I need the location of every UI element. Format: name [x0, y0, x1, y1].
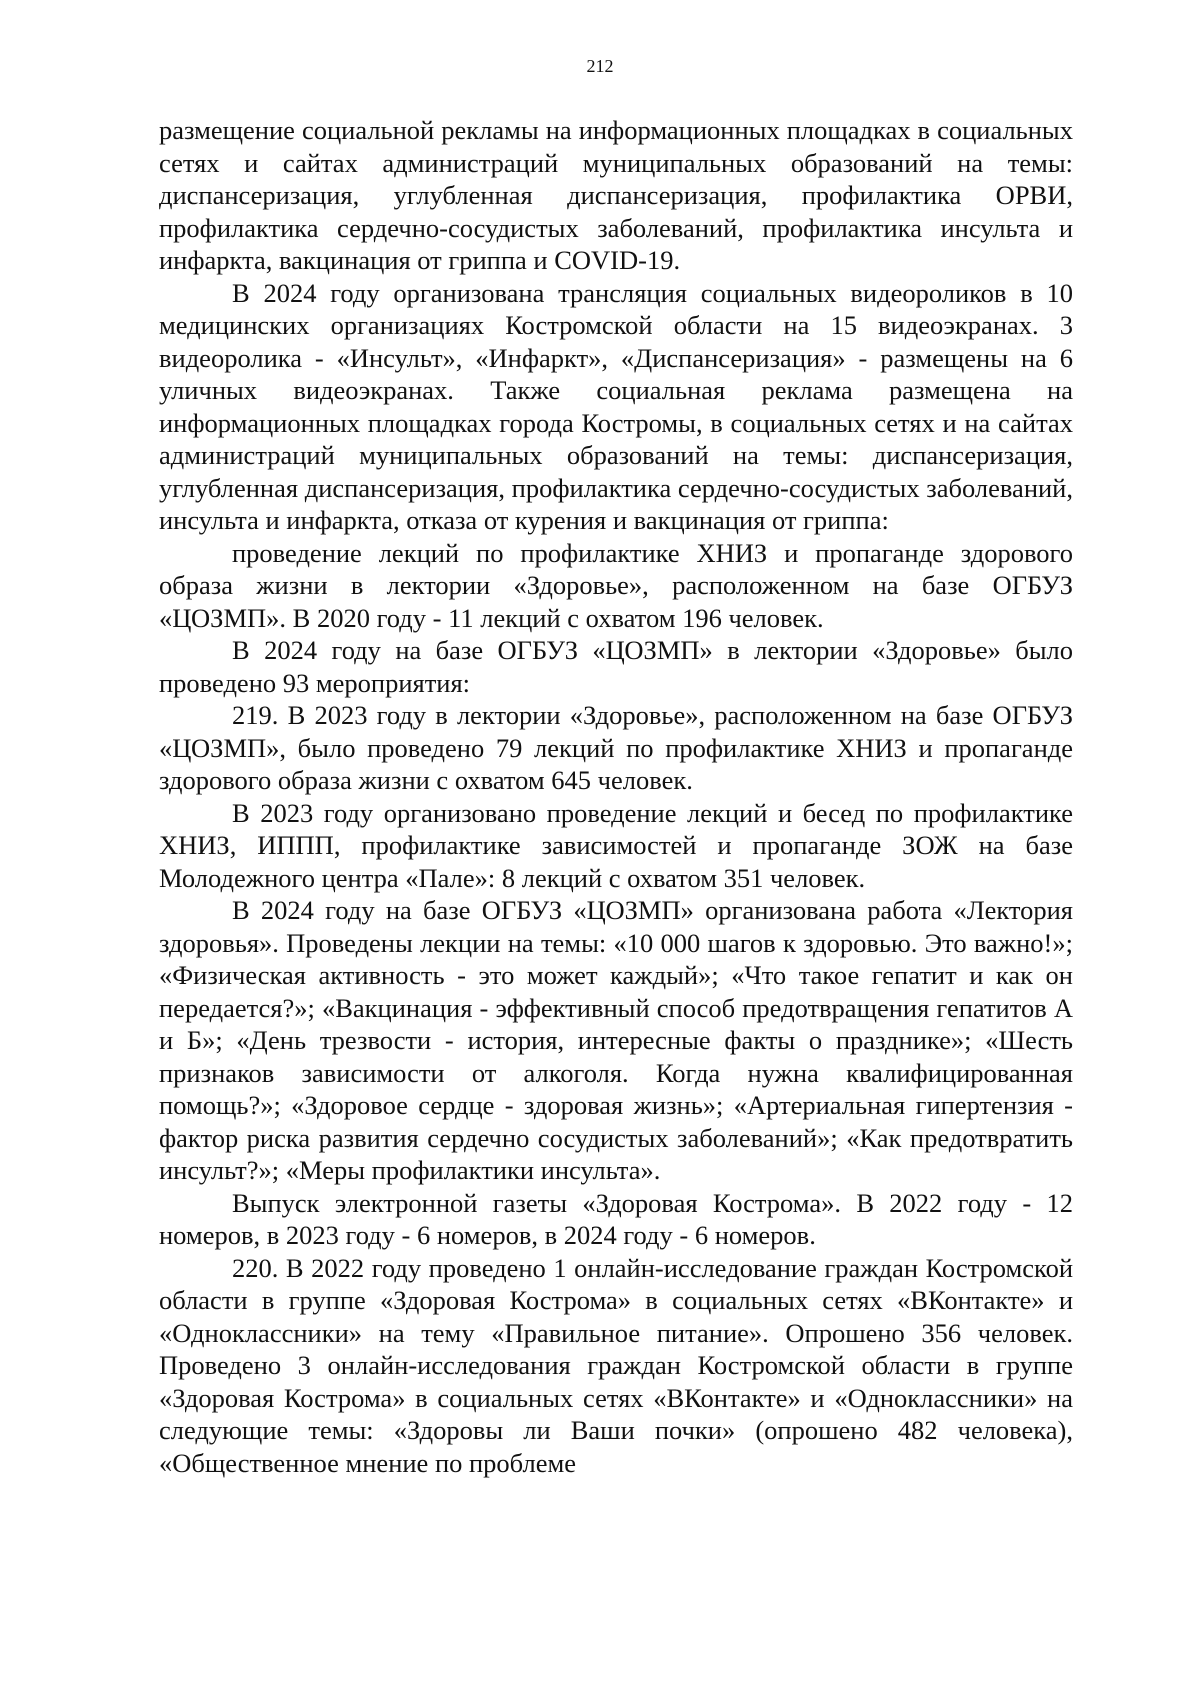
paragraph: 219. В 2023 году в лектории «Здоровье», расположенном на базе ОГБУЗ «ЦОЗМП», было проведено 79 лекций по профилактике ХНИЗ и пропаганде здорового образа жизни с охватом 645 человек.	[159, 700, 1073, 795]
paragraph: В 2024 году на базе ОГБУЗ «ЦОЗМП» в лектории «Здоровье» было проведено 93 мероприятия:	[159, 635, 1073, 698]
body-text	[159, 114, 1073, 1479]
paragraph: проведение лекций по профилактике ХНИЗ и пропаганде здорового образа жизни в лектории «Здоровье», расположенном на базе ОГБУЗ «ЦОЗМП». В 2020 году - 11 лекций с охватом 196 человек.	[159, 537, 1073, 633]
paragraph: размещение социальной рекламы на информационных площадках в социальных сетях и сайтах администраций муниципальных образований на темы: диспансеризация, углубленная диспансеризация, профилактика ОРВИ, профилактика сердечно-сосудистых заболеваний, профилактика инсульта и инфаркта, вакцинация от гриппа и COVID-19.	[159, 115, 1073, 275]
paragraph: В 2023 году организовано проведение лекций и бесед по профилактике ХНИЗ, ИППП, профилактике зависимостей и пропаганде ЗОЖ на базе Молодежного центра «Пале»: 8 лекций с охватом 351 человек.	[159, 797, 1073, 893]
paragraph: 220. В 2022 году проведено 1 онлайн-исследование граждан Костромской области в группе «Здоровая Кострома» в социальных сетях «ВКонтакте» и «Одноклассники» на тему «Правильное питание». Опрошено 356 человек. Проведено 3 онлайн-исследования граждан Костромской области в группе «Здоровая Кострома» в социальных сетях «ВКонтакте» и «Одноклассники» на следующие темы: «Здоровы ли Ваши почки» (опрошено 482 человека), «Общественное мнение по проблеме	[159, 1252, 1073, 1478]
paragraph: В 2024 году организована трансляция социальных видеороликов в 10 медицинских организациях Костромской области на 15 видеоэкранах. 3 видеоролика - «Инсульт», «Инфаркт», «Диспансеризация» - размещены на 6 уличных видеоэкранах. Также социальная реклама размещена на информационных площадках города Костромы, в социальных сетях и на сайтах администраций муниципальных образований на темы: диспансеризация, углубленная диспансеризация, профилактика сердечно-сосудистых заболеваний, инсульта и инфаркта, отказа от курения и вакцинация от гриппа:	[159, 277, 1073, 535]
paragraph: Выпуск электронной газеты «Здоровая Кострома». В 2022 году - 12 номеров, в 2023 году - 6 номеров, в 2024 году - 6 номеров.	[159, 1187, 1073, 1250]
paragraph: В 2024 году на базе ОГБУЗ «ЦОЗМП» организована работа «Лектория здоровья». Проведены лекции на темы: «10 000 шагов к здоровью. Это важно!»; «Физическая активность - это может каждый»; «Что такое гепатит и как он передается?»; «Вакцинация - эффективный способ предотвращения гепатитов А и Б»; «День трезвости - история, интересные факты о празднике»; «Шесть признаков зависимости от алкоголя. Когда нужна квалифицированная помощь?»; «Здоровое сердце - здоровая жизнь»; «Артериальная гипертензия - фактор риска развития сердечно сосудистых заболеваний»; «Как предотвратить инсульт?»; «Меры профилактики инсульта».	[159, 895, 1073, 1185]
page-number: 212	[586, 56, 614, 76]
